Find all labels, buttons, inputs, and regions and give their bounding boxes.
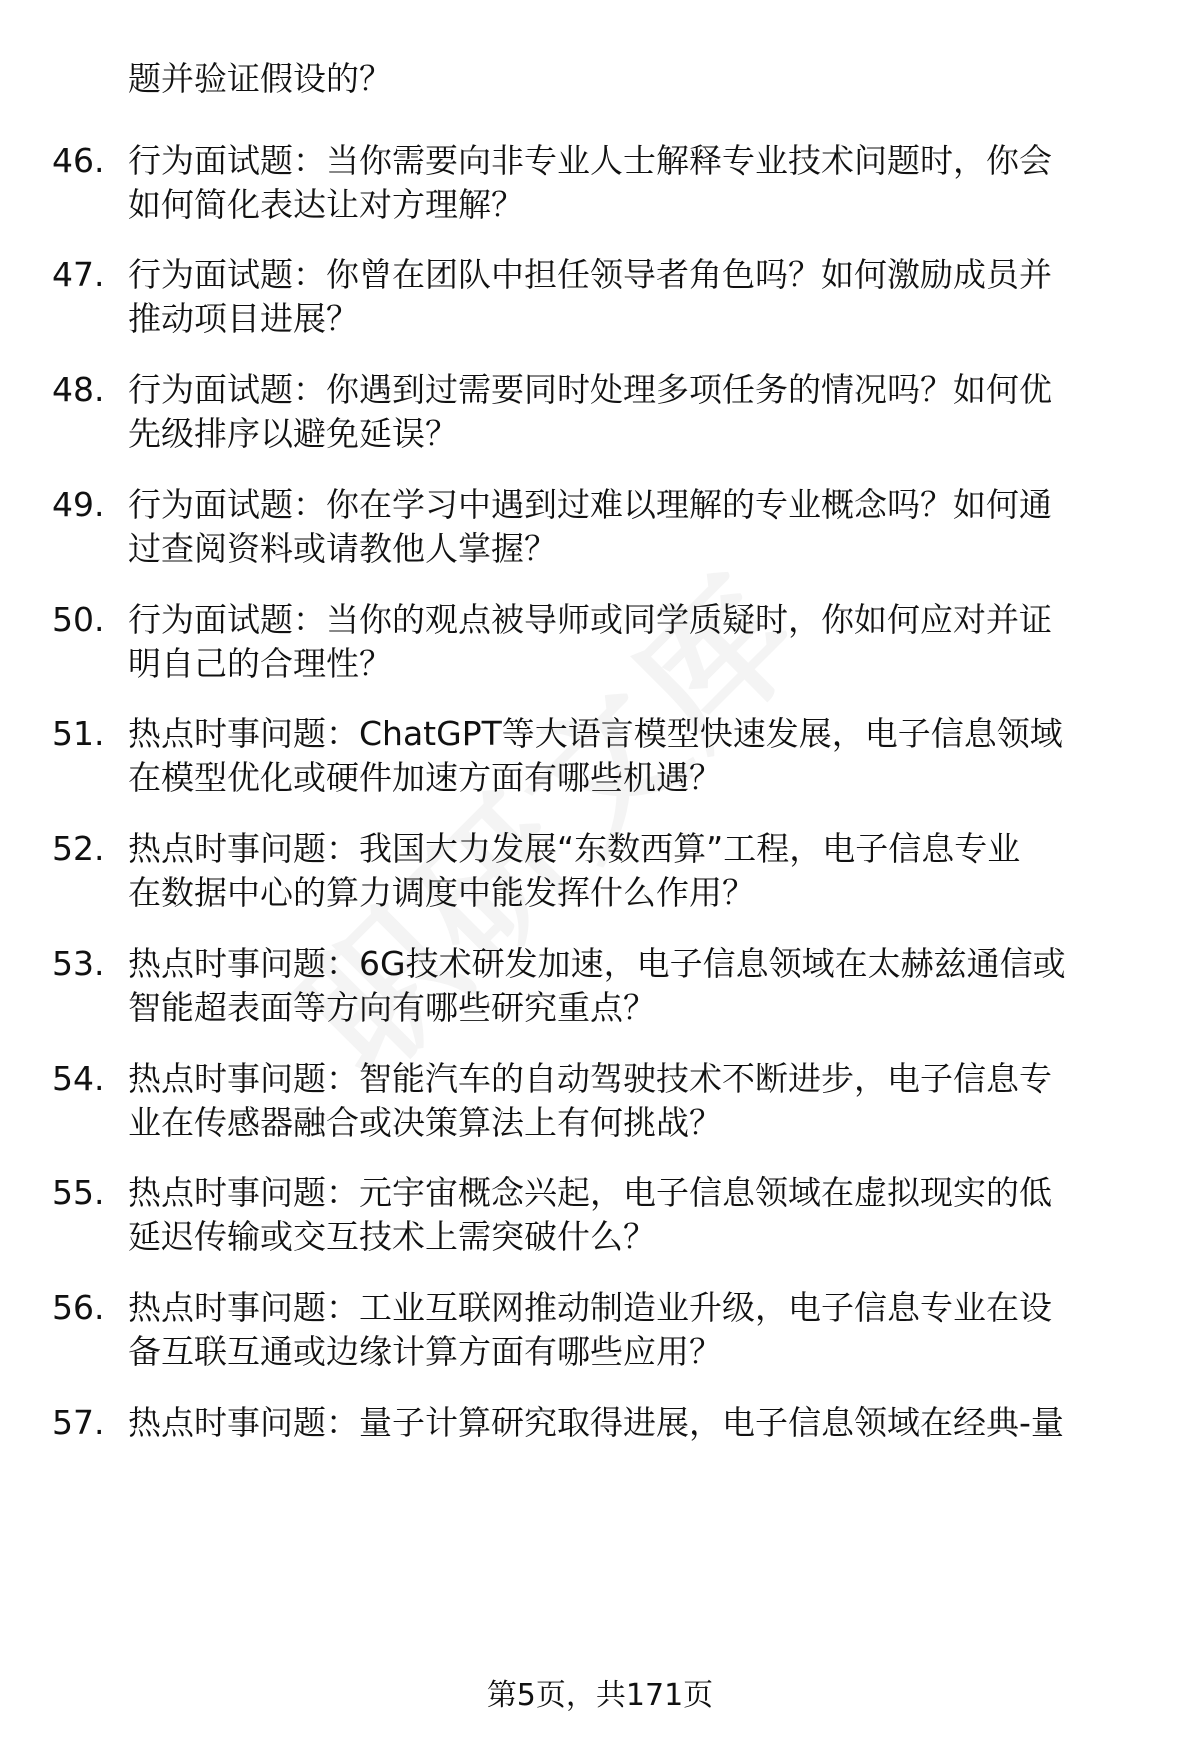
item-number: 48.	[52, 370, 105, 409]
item-text-line: 热点时事问题：工业互联网推动制造业升级，电子信息专业在设	[128, 1288, 1052, 1327]
item-text-line: 备互联互通或边缘计算方面有哪些应用？	[128, 1332, 722, 1371]
item-number: 49.	[52, 485, 105, 524]
item-text-line: 行为面试题：当你需要向非专业人士解释专业技术问题时，你会	[128, 141, 1052, 180]
item-text-line: 热点时事问题：ChatGPT等大语言模型快速发展，电子信息领域	[128, 714, 1063, 753]
item-text-line: 推动项目进展？	[128, 299, 359, 338]
item-text-line: 延迟传输或交互技术上需突破什么？	[128, 1217, 656, 1256]
item-text-line: 行为面试题：你遇到过需要同时处理多项任务的情况吗？如何优	[128, 370, 1052, 409]
item-text-line: 过查阅资料或请教他人掌握？	[128, 529, 557, 568]
item-number: 47.	[52, 255, 105, 294]
item-text-line: 热点时事问题：元宇宙概念兴起，电子信息领域在虚拟现实的低	[128, 1173, 1052, 1212]
item-text-line: 行为面试题：当你的观点被导师或同学质疑时，你如何应对并证	[128, 600, 1052, 639]
item-text-line: 热点时事问题：智能汽车的自动驾驶技术不断进步，电子信息专	[128, 1059, 1052, 1098]
item-number: 50.	[52, 600, 105, 639]
item-number: 46.	[52, 141, 105, 180]
item-text-line: 在模型优化或硬件加速方面有哪些机遇？	[128, 758, 722, 797]
item-text-line: 行为面试题：你曾在团队中担任领导者角色吗？如何激励成员并	[128, 255, 1052, 294]
item-text-line: 行为面试题：你在学习中遇到过难以理解的专业概念吗？如何通	[128, 485, 1052, 524]
item-number: 54.	[52, 1059, 105, 1098]
item-number: 53.	[52, 944, 105, 983]
page-footer: 第5页，共171页	[486, 1678, 714, 1713]
item-text-line: 热点时事问题：我国大力发展“东数西算”工程，电子信息专业	[128, 829, 1021, 868]
item-number: 51.	[52, 714, 105, 753]
item-text-line: 业在传感器融合或决策算法上有何挑战？	[128, 1103, 722, 1142]
item-text-line: 智能超表面等方向有哪些研究重点？	[128, 988, 656, 1027]
continuation-text: 题并验证假设的？	[128, 59, 392, 98]
item-text-line: 明自己的合理性？	[128, 644, 392, 683]
item-text-line: 在数据中心的算力调度中能发挥什么作用？	[128, 873, 755, 912]
item-number: 57.	[52, 1403, 105, 1442]
item-text-line: 热点时事问题：6G技术研发加速，电子信息领域在太赫兹通信或	[128, 944, 1066, 983]
item-number: 56.	[52, 1288, 105, 1327]
item-text-line: 先级排序以避免延误？	[128, 414, 458, 453]
item-text-line: 如何简化表达让对方理解？	[128, 185, 524, 224]
item-number: 52.	[52, 829, 105, 868]
item-text-line: 热点时事问题：量子计算研究取得进展，电子信息领域在经典-量	[128, 1403, 1064, 1442]
item-number: 55.	[52, 1173, 105, 1212]
